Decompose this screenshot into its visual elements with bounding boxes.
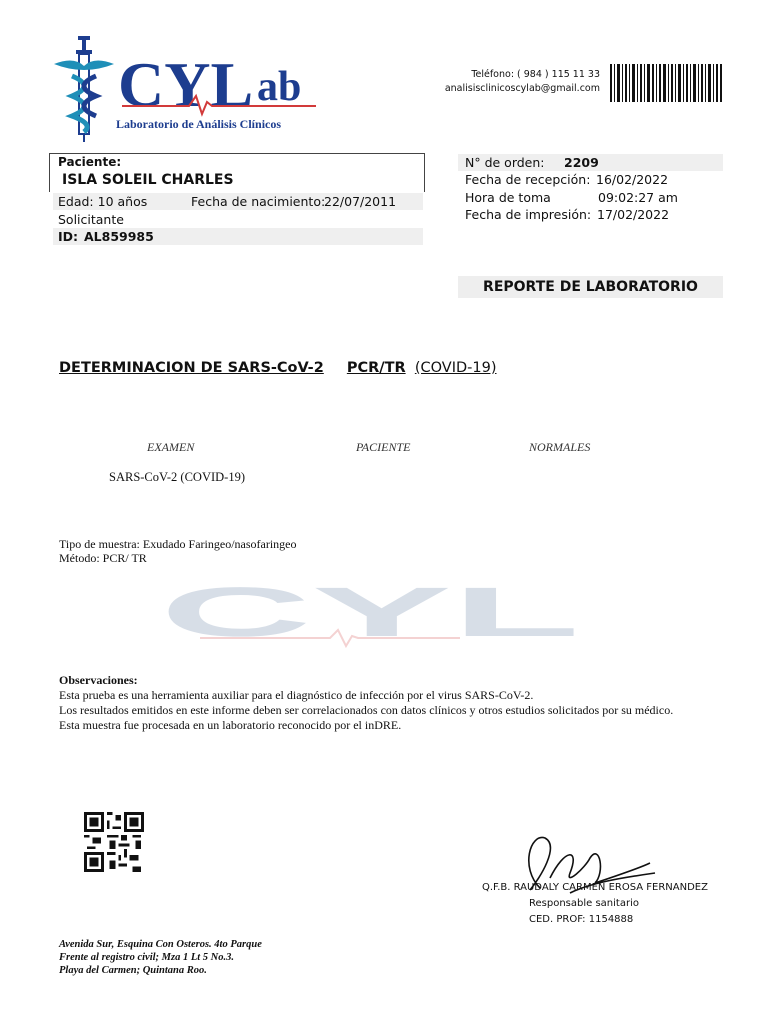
- reception-value: 16/02/2022: [596, 172, 669, 187]
- report-title: REPORTE DE LABORATORIO: [458, 276, 723, 298]
- result-exam-name: SARS-CoV-2 (COVID-19): [109, 470, 246, 484]
- observations-label: Observaciones:: [59, 673, 138, 687]
- print-label: Fecha de impresión:: [465, 207, 592, 222]
- logo-text-ab: ab: [257, 64, 302, 110]
- column-header-exam: EXAMEN: [147, 440, 195, 454]
- test-title-method: PCR/TR: [346, 360, 406, 376]
- signer-license: CED. PROF: 1154888: [529, 914, 634, 925]
- patient-age-row: [53, 193, 423, 210]
- order-label: N° de orden:: [465, 155, 545, 170]
- id-label: ID:: [58, 229, 79, 244]
- cylab-logo: [44, 36, 324, 144]
- qr-code: [84, 812, 144, 872]
- patient-age: Edad: 10 años: [58, 194, 148, 209]
- id-value: AL859985: [84, 229, 154, 244]
- order-value: 2209: [564, 155, 599, 170]
- barcode: [610, 64, 722, 102]
- requester-label: Solicitante: [58, 212, 124, 227]
- print-value: 17/02/2022: [597, 207, 670, 222]
- watermark-text: CYL: [160, 586, 580, 650]
- column-header-normal: NORMALES: [529, 440, 591, 454]
- logo-text-cyl: CYL: [118, 49, 254, 120]
- test-title: [59, 360, 497, 376]
- birth-date: 22/07/2011: [324, 194, 397, 209]
- contact-info: [430, 68, 600, 96]
- address-line-3: Playa del Carmen; Quintana Roo.: [59, 965, 207, 976]
- patient-id-row: [53, 228, 423, 245]
- patient-label: Paciente:: [58, 155, 122, 169]
- time-label: Hora de toma: [465, 190, 551, 205]
- observation-line-2: Los resultados emitidos en este informe deben ser correlacionados con datos clínicos y otros estudios solicitados por su médico.: [59, 703, 674, 717]
- signer-role: Responsable sanitario: [529, 898, 639, 909]
- order-number-row: [458, 154, 723, 171]
- time-value: 09:02:27 am: [598, 190, 678, 205]
- patient-name: ISLA SOLEIL CHARLES: [62, 172, 234, 188]
- test-title-covid: (COVID-19): [414, 360, 497, 376]
- birth-label: Fecha de nacimiento:: [191, 194, 326, 209]
- address-line-1: Avenida Sur, Esquina Con Osteros. 4to Parque: [59, 939, 262, 950]
- test-title-name: DETERMINACION DE SARS-CoV-2: [59, 360, 324, 376]
- phone-text: Teléfono: ( 984 ) 115 11 33: [471, 69, 600, 80]
- sample-type: Tipo de muestra: Exudado Faringeo/nasofaringeo: [59, 537, 297, 551]
- email-text: analisisclinicoscylab@gmail.com: [444, 83, 600, 94]
- logo-subtitle: Laboratorio de Análisis Clínicos: [116, 117, 282, 131]
- address-line-2: Frente al registro civil; Mza 1 Lt 5 No.3.: [59, 952, 234, 963]
- caduceus-icon: [54, 36, 114, 142]
- reception-label: Fecha de recepción:: [465, 172, 591, 187]
- watermark-logo: [160, 586, 580, 650]
- observation-line-1: Esta prueba es una herramienta auxiliar para el diagnóstico de infección por el virus SARS-CoV-2.: [59, 688, 534, 702]
- sample-method: Método: PCR/ TR: [59, 551, 147, 565]
- column-header-patient: PACIENTE: [356, 440, 411, 454]
- observation-line-3: Esta muestra fue procesada en un laboratorio reconocido por el inDRE.: [59, 718, 402, 732]
- signer-name: Q.F.B. RAUDALY CARMEN EROSA FERNANDEZ: [482, 882, 708, 893]
